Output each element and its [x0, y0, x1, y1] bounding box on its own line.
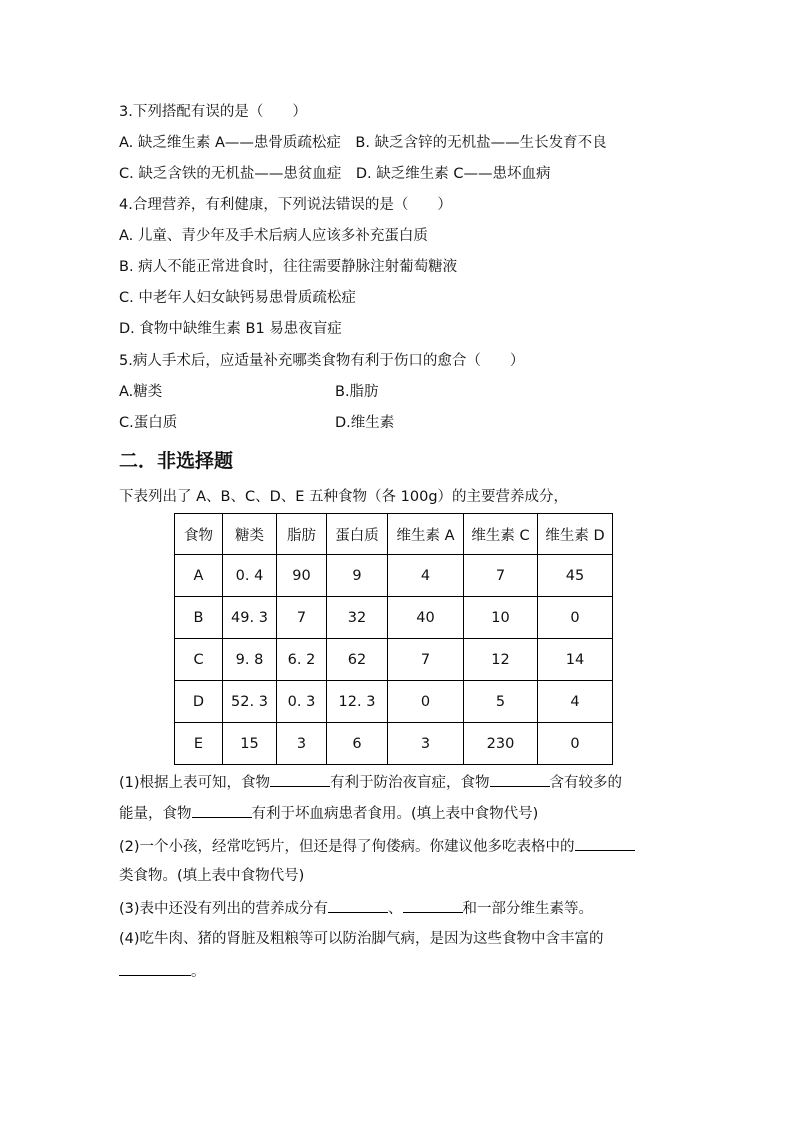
table-header-cell: 蛋白质 [327, 514, 388, 555]
answer-blank [403, 897, 463, 913]
table-cell: 0 [538, 597, 613, 639]
table-cell: 4 [538, 681, 613, 723]
subq-2-line-1 [119, 835, 635, 857]
table-cell: 32 [327, 597, 388, 639]
table-row [175, 723, 613, 765]
table-cell: 3 [277, 723, 327, 765]
table-cell: C [175, 639, 223, 681]
table-cell: 52. 3 [223, 681, 277, 723]
table-cell: 49. 3 [223, 597, 277, 639]
table-header-cell: 脂肪 [277, 514, 327, 555]
q4-option-c: C. 中老年人妇女缺钙易患骨质疏松症 [119, 290, 356, 306]
q5-option-c: C.蛋白质 [119, 415, 178, 431]
table-row [175, 555, 613, 597]
table-cell: 4 [388, 555, 464, 597]
table-cell: 0 [538, 723, 613, 765]
answer-blank [119, 960, 191, 976]
q3-options-ab: A. 缺乏维生素 A——患骨质疏松症 B. 缺乏含锌的无机盐——生长发育不良 [119, 135, 607, 151]
table-cell: 0. 3 [277, 681, 327, 723]
table-header-cell: 维生素 D [538, 514, 613, 555]
subq-text: (1)根据上表可知，食物 [119, 775, 271, 791]
table-cell: 90 [277, 555, 327, 597]
table-header-cell: 食物 [175, 514, 223, 555]
table-cell: 7 [464, 555, 538, 597]
answer-blank [490, 771, 550, 787]
subq-text: 。 [191, 964, 206, 980]
subq-text: 能量，食物 [119, 806, 192, 822]
q4-option-a: A. 儿童、青少年及手术后病人应该多补充蛋白质 [119, 228, 428, 244]
table-cell: 230 [464, 723, 538, 765]
subq-3 [119, 897, 593, 919]
section-title: 二．非选择题 [119, 450, 234, 472]
subq-text: 有利于坏血病患者食用。(填上表中食物代号) [251, 806, 539, 822]
answer-blank [575, 835, 635, 851]
q5-option-d: D.维生素 [335, 415, 395, 431]
q4-option-b: B. 病人不能正常进食时，往往需要静脉注射葡萄糖液 [119, 259, 458, 275]
answer-blank [328, 897, 388, 913]
table-cell: B [175, 597, 223, 639]
table-header-cell: 维生素 A [388, 514, 464, 555]
table-cell: A [175, 555, 223, 597]
subq-2-line-2 [119, 866, 304, 886]
table-cell: 40 [388, 597, 464, 639]
table-header-cell: 维生素 C [464, 514, 538, 555]
nutrition-table [174, 513, 613, 765]
table-cell: 9 [327, 555, 388, 597]
table-cell: 9. 8 [223, 639, 277, 681]
subq-text: 有利于防治夜盲症，食物 [330, 775, 490, 791]
table-cell: 6 [327, 723, 388, 765]
q3-stem: 3.下列搭配有误的是（ ） [119, 104, 307, 120]
subq-text: (2)一个小孩，经常吃钙片，但还是得了佝偻病。你建议他多吃表格中的 [119, 839, 575, 855]
q4-option-d: D. 食物中缺维生素 B1 易患夜盲症 [119, 321, 342, 337]
table-header-row [175, 514, 613, 555]
section-intro: 下表列出了 A、B、C、D、E 五种食物（各 100g）的主要营养成分， [119, 489, 569, 505]
subq-4-line-2 [119, 960, 206, 982]
answer-blank [192, 802, 252, 818]
subq-text: 和一部分维生素等。 [462, 901, 594, 917]
table-cell: 12 [464, 639, 538, 681]
table-cell: 6. 2 [277, 639, 327, 681]
q4-stem: 4.合理营养，有利健康，下列说法错误的是（ ） [119, 197, 452, 213]
table-cell: 7 [277, 597, 327, 639]
q5-stem: 5.病人手术后，应适量补充哪类食物有利于伤口的愈合（ ） [119, 353, 525, 369]
subq-text: 、 [388, 901, 403, 917]
q3-options-cd: C. 缺乏含铁的无机盐——患贫血症 D. 缺乏维生素 C——患坏血病 [119, 166, 551, 182]
subq-1-line-1 [119, 771, 622, 793]
answer-blank [270, 771, 330, 787]
q5-option-a: A.糖类 [119, 384, 163, 400]
subq-text: (3)表中还没有列出的营养成分有 [119, 901, 329, 917]
table-cell: 62 [327, 639, 388, 681]
table-cell: 0 [388, 681, 464, 723]
table-cell: 3 [388, 723, 464, 765]
table-cell: 0. 4 [223, 555, 277, 597]
table-cell: D [175, 681, 223, 723]
table-cell: 5 [464, 681, 538, 723]
table-cell: 14 [538, 639, 613, 681]
table-row [175, 597, 613, 639]
subq-text: 类食物。(填上表中食物代号) [119, 868, 305, 884]
subq-1-line-2 [119, 802, 538, 824]
table-cell: 12. 3 [327, 681, 388, 723]
subq-text: 含有较多的 [549, 775, 623, 791]
table-cell: 45 [538, 555, 613, 597]
subq-4-line-1 [119, 929, 604, 949]
subq-text: (4)吃牛肉、猪的肾脏及粗粮等可以防治脚气病，是因为这些食物中含丰富的 [119, 931, 604, 947]
table-cell: E [175, 723, 223, 765]
table-header-cell: 糖类 [223, 514, 277, 555]
table-cell: 15 [223, 723, 277, 765]
table-row [175, 681, 613, 723]
table-cell: 7 [388, 639, 464, 681]
table-row [175, 639, 613, 681]
q5-option-b: B.脂肪 [335, 384, 379, 400]
table-cell: 10 [464, 597, 538, 639]
